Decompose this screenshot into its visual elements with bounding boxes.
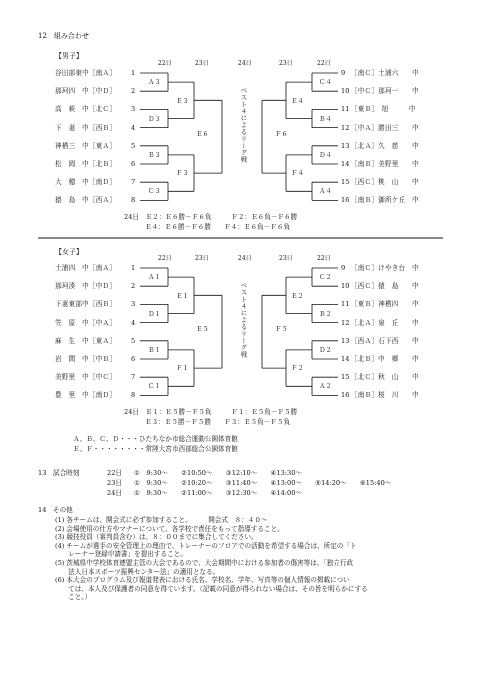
- team-seed-number: 3: [131, 105, 136, 114]
- team-seed-number: 14: [341, 355, 350, 363]
- boys-day-label: 22日: [317, 60, 331, 67]
- team-seed-number: 5: [131, 141, 136, 150]
- note-line: (2) 会場使用の仕方やマナーについて、各学校で責任をもって指導すること。: [55, 524, 284, 533]
- team-seed-number: 15: [341, 178, 350, 187]
- bracket-match-label: Ｂ４: [319, 115, 332, 123]
- team-seed-number: 1: [131, 264, 136, 272]
- team-seed-number: 15: [341, 373, 350, 382]
- schedule-day: 24日: [107, 489, 122, 497]
- team-seed-number: 5: [131, 336, 136, 345]
- team-name: ［東Ｂ］神栖四 中: [351, 300, 419, 309]
- girls-day-label: 22日: [158, 255, 172, 262]
- bracket-match-label: Ｃ２: [319, 273, 332, 281]
- bracket-match-label: Ａ１: [148, 273, 161, 281]
- team-name: ［南Ｂ］桜 川 中: [351, 391, 419, 400]
- team-seed-number: 10: [341, 282, 350, 291]
- team-seed-number: 8: [131, 391, 136, 400]
- team-name: ［西Ｃ］桃 山 中: [351, 178, 419, 187]
- team-name: ［北Ｂ］中 郷 中: [351, 355, 419, 363]
- bracket-match-label: Ｄ２: [319, 346, 332, 354]
- boys-day-label: 24日: [238, 60, 252, 67]
- note-line: ては、本人及び保護者の同意を得ています。（記載の同意が得られない場合は、その旨を明らかにする: [55, 584, 368, 593]
- bracket-match-label: Ｂ１: [148, 346, 161, 354]
- team-seed-number: 4: [131, 123, 136, 132]
- team-name: ［南Ｂ］美野里 中: [351, 160, 419, 168]
- bracket-match-label: Ｆ１: [176, 364, 189, 372]
- round-robin-label: ベスト４によるリーグ戦: [239, 87, 248, 163]
- bracket-match-label: Ｅ２: [291, 292, 304, 300]
- team-name: 那珂四 中［中Ｄ］: [55, 87, 117, 96]
- girls-header: 【女子】: [55, 248, 83, 256]
- team-seed-number: 16: [341, 196, 350, 205]
- bracket-match-label: Ｃ３: [148, 187, 161, 195]
- team-seed-number: 13: [341, 141, 350, 150]
- bracket-match-label: Ｂ３: [148, 151, 161, 159]
- bracket-match-label: Ｄ１: [148, 310, 161, 318]
- team-seed-number: 12: [341, 123, 350, 132]
- team-name: 下妻東部中［西Ｂ］: [55, 300, 117, 309]
- team-name: ［中Ｃ］那珂一 中: [351, 87, 419, 96]
- boys-header: 【男子】: [55, 52, 83, 60]
- boys-results-line: Ｅ４：Ｅ６勝－Ｆ６勝 Ｆ４：Ｅ６負－Ｆ６負: [145, 223, 291, 231]
- bracket-match-label: Ｄ４: [319, 151, 332, 159]
- team-seed-number: 12: [341, 318, 350, 327]
- girls-day-label: 23日: [279, 255, 293, 262]
- note-line: (6) 本大会のプログラム及び報道発表における氏名、学校名、学年、写真等の個人情報の掲載につい: [55, 576, 350, 585]
- team-name: ［中Ａ］勝田三 中: [351, 123, 419, 132]
- bracket-match-label: Ｆ２: [291, 364, 304, 372]
- team-name: ［西Ｃ］猿 島 中: [351, 282, 419, 291]
- team-name: 笠 原 中［中Ａ］: [55, 318, 117, 327]
- girls-day-label: 22日: [317, 255, 331, 262]
- team-seed-number: 1: [131, 69, 136, 77]
- team-seed-number: 6: [131, 355, 136, 363]
- team-name: ［西Ａ］石下西 中: [351, 336, 419, 345]
- team-seed-number: 11: [341, 105, 350, 114]
- bracket-match-label: Ｅ３: [176, 97, 189, 105]
- team-seed-number: 11: [341, 300, 350, 309]
- team-name: ［東Ｂ］ 旭 中: [351, 105, 416, 114]
- team-seed-number: 14: [341, 160, 350, 168]
- team-name: 大 穂 中［南Ｄ］: [55, 178, 117, 187]
- bracket-match-label: Ｆ６: [275, 130, 288, 138]
- team-name: ［南Ｃ］けやき台 中: [351, 264, 419, 272]
- schedule-times: ① 9:30～ ②11:00～ ③12:30～ ④14:00～: [134, 489, 302, 497]
- bracket-match-label: Ｆ３: [176, 169, 189, 177]
- bracket-match-label: Ａ２: [319, 382, 332, 390]
- team-name: 神栖三 中［東Ａ］: [55, 141, 117, 150]
- team-seed-number: 6: [131, 160, 136, 168]
- note-line: (1) 各チームは、開会式に必ず参加すること。 開会式 ８：４０～: [55, 516, 268, 524]
- girls-day-label: 24日: [238, 255, 252, 262]
- girls-results-line: Ｅ３：Ｅ５勝－Ｆ５勝 Ｆ３：Ｅ５負－Ｆ５負: [145, 418, 291, 426]
- team-seed-number: 16: [341, 391, 350, 400]
- team-seed-number: 9: [341, 69, 346, 77]
- schedule-day: 23日: [107, 479, 122, 487]
- note-line: (4) チームが選手の安全管理上の理由で、トレーナーのフロアでの活動を希望する場合は、所定の「ト: [55, 541, 357, 550]
- schedule-times: ① 9:30～ ②10:50～ ③12:10～ ④13:30～: [134, 469, 302, 477]
- note-line: こと。）: [55, 593, 92, 602]
- team-name: 豊 里 中［南Ｄ］: [55, 391, 117, 400]
- note-line: レーナー登録申請書」を提出すること。: [55, 550, 187, 559]
- team-name: 那珂湊 中［中Ｄ］: [55, 282, 117, 291]
- team-name: 麻 生 中［東Ａ］: [55, 336, 117, 345]
- team-seed-number: 13: [341, 336, 350, 345]
- team-seed-number: 2: [131, 87, 136, 96]
- team-name: ［南Ｂ］御所ケ丘 中: [351, 196, 419, 205]
- round-robin-label: ベスト４によるリーグ戦: [239, 282, 248, 358]
- schedule-day: 22日: [107, 469, 122, 477]
- team-name: 猿 島 中［西Ａ］: [55, 196, 117, 205]
- schedule-times: ① 9:30～ ②10:20～ ③11:40～ ④13:00～ ⑤14:20～ ⑥15:40～: [134, 479, 392, 487]
- team-name: ［北Ａ］久 慈 中: [351, 141, 419, 150]
- team-name: 美野里 中［中Ｃ］: [55, 373, 117, 382]
- bracket-match-label: Ｆ４: [291, 169, 304, 177]
- team-seed-number: 8: [131, 196, 136, 205]
- team-seed-number: 2: [131, 282, 136, 291]
- team-seed-number: 7: [131, 373, 136, 382]
- team-seed-number: 7: [131, 178, 136, 187]
- bracket-match-label: Ｅ６: [196, 130, 209, 138]
- boys-results-line: 24日 Ｅ２：Ｅ６勝－Ｆ６負 Ｆ２：Ｅ６負－Ｆ６勝: [124, 213, 298, 221]
- boys-day-label: 23日: [195, 60, 209, 67]
- team-name: ［北Ｃ］秋 山 中: [351, 373, 419, 382]
- team-name: ［南Ｃ］土浦六 中: [351, 69, 419, 77]
- section-13-title: 13 試合時刻: [38, 469, 80, 477]
- bracket-match-label: Ｅ１: [176, 292, 189, 300]
- team-seed-number: 3: [131, 300, 136, 309]
- note-line: (5) 茨城県中学校体育連盟主管の大会であるので、大会期間中における参加者の傷害等は、「独立行政: [55, 559, 354, 567]
- team-name: ［北Ａ］泉 丘 中: [351, 318, 419, 327]
- bracket-match-label: Ｃ１: [148, 382, 161, 390]
- team-seed-number: 4: [131, 318, 136, 327]
- boys-day-label: 23日: [279, 60, 293, 67]
- bracket-match-label: Ｅ５: [196, 325, 209, 333]
- bracket-match-label: Ａ３: [148, 78, 161, 86]
- girls-results-line: 24日 Ｅ１：Ｅ５勝－Ｆ５負 Ｆ１：Ｅ５負－Ｆ５勝: [124, 408, 298, 416]
- bracket-match-label: Ｄ３: [148, 115, 161, 123]
- venue-line: Ａ、Ｂ、Ｃ、Ｄ・・・ひたちなか市総合運動公園体育館: [73, 435, 238, 443]
- bracket-match-label: Ｂ２: [319, 310, 332, 318]
- section-14-title: 14 その他: [38, 506, 73, 514]
- bracket-match-label: Ｆ５: [275, 325, 288, 333]
- team-name: 土浦四 中［南Ａ］: [55, 264, 117, 272]
- section-12-title: 12 組み合わせ: [38, 32, 89, 40]
- team-name: 谷田部東中［南Ａ］: [55, 69, 117, 77]
- boys-day-label: 22日: [158, 60, 172, 67]
- bracket-match-label: Ｅ４: [291, 97, 304, 105]
- bracket-match-label: Ａ４: [319, 187, 332, 195]
- team-name: 高 萩 中［北Ｃ］: [55, 105, 117, 114]
- team-name: 下 妻 中［西Ｂ］: [55, 123, 117, 132]
- bracket-match-label: Ｃ４: [319, 78, 332, 86]
- team-name: 松 岡 中［北Ｂ］: [55, 160, 117, 168]
- girls-day-label: 23日: [195, 255, 209, 262]
- venue-line: Ｅ、Ｆ・・・・・・・・常陸大宮市西部総合公園体育館: [73, 445, 238, 453]
- team-seed-number: 10: [341, 87, 350, 96]
- note-line: (3) 競技役員（審判員含む）は、８：００までに集合してください。: [55, 533, 258, 542]
- team-seed-number: 9: [341, 264, 346, 272]
- team-name: 岩 間 中［中Ｂ］: [55, 355, 117, 363]
- note-line: 法人日本スポーツ振興センター法」の適用となる。: [55, 567, 220, 576]
